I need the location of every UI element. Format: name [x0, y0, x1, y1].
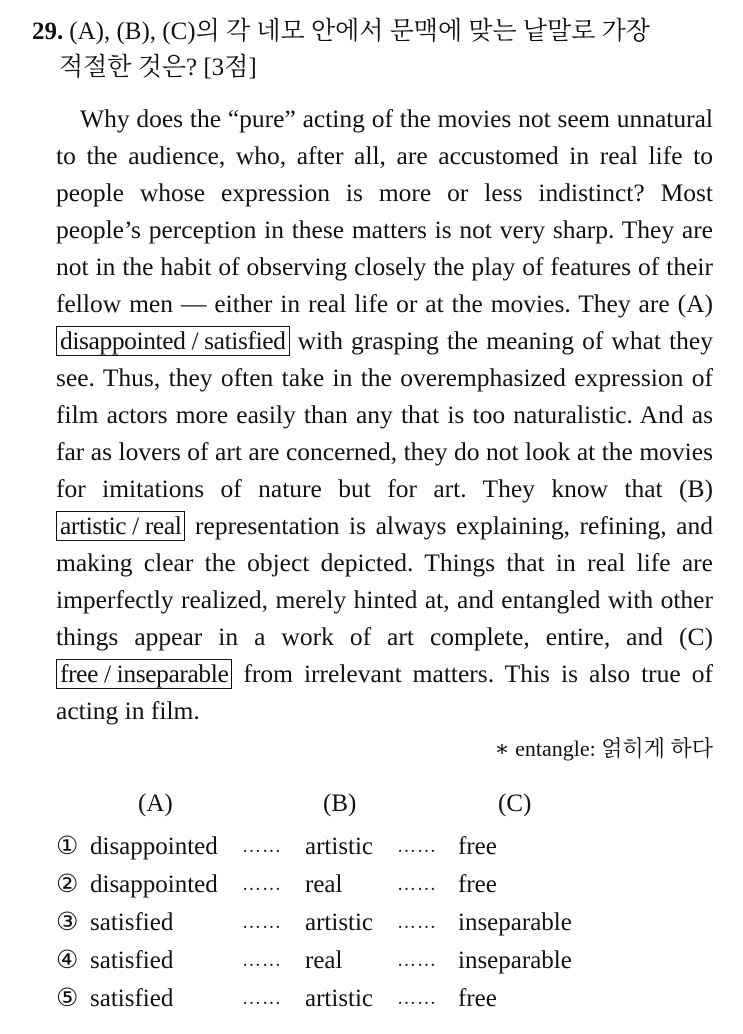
option-number: ③	[56, 909, 79, 936]
vocabulary-footnote: ∗ entangle: 얽히게 하다	[494, 736, 713, 761]
option-value-c: free	[458, 871, 497, 898]
passage-segment-2: with grasping the meaning of what they see. Thus, they often take in the overemphasized expression of film actors more easily than any that is too naturalistic. And as far as lovers of art are concerned, they do not look at the movies for imitations of nature but for art. They know that (B)	[56, 326, 713, 503]
option-value-a: disappointed	[90, 871, 218, 898]
leader-dots: ……	[397, 950, 437, 971]
question-header	[32, 14, 722, 86]
answer-option-2[interactable]	[56, 866, 616, 904]
option-number: ④	[56, 947, 79, 974]
option-value-b: real	[305, 947, 343, 974]
answer-option-4[interactable]	[56, 942, 616, 980]
leader-dots: ……	[242, 874, 282, 895]
question-prompt-line-1: (A), (B), (C)의 각 네모 안에서 문맥에 맞는 낱말로 가장	[69, 18, 650, 45]
leader-dots: ……	[242, 912, 282, 933]
option-value-b: artistic	[305, 985, 374, 1012]
question-number: 29.	[32, 18, 64, 45]
answer-option-1[interactable]	[56, 828, 616, 866]
option-value-a: satisfied	[90, 909, 174, 936]
choice-box-b: artistic / real	[56, 511, 185, 541]
option-number: ②	[56, 871, 79, 898]
option-number: ⑤	[56, 985, 79, 1012]
option-value-a: disappointed	[90, 833, 218, 860]
option-value-c: free	[458, 833, 497, 860]
leader-dots: ……	[397, 988, 437, 1009]
option-value-b: artistic	[305, 833, 374, 860]
reading-passage	[56, 100, 713, 729]
option-value-c: inseparable	[458, 909, 572, 936]
option-value-a: satisfied	[90, 947, 174, 974]
leader-dots: ……	[242, 836, 282, 857]
option-value-c: inseparable	[458, 947, 572, 974]
option-number: ①	[56, 833, 79, 860]
passage-segment-1: Why does the “pure” acting of the movies not seem unnatural to the audience, who, after all, are accustomed in real life to people whose expression is more or less indistinct? Most people’s perception in these matters is not very sharp. They are not in the habit of observing closely the play of features of their fellow men — either in real life or at the movies. They are (A)	[56, 104, 713, 318]
option-value-b: real	[305, 871, 343, 898]
passage-segment-3: representation is always explaining, refining, and making clear the object depicted. Things that in real life are imperfectly realized, merely hinted at, and entangled with other things appear in a work of art complete, entire, and (C)	[56, 511, 713, 651]
leader-dots: ……	[242, 950, 282, 971]
question-line-1	[32, 14, 722, 50]
option-value-a: satisfied	[90, 985, 174, 1012]
leader-dots: ……	[397, 912, 437, 933]
choice-column-headers	[56, 790, 616, 828]
column-header-c: (C)	[498, 790, 532, 817]
choice-box-c: free / inseparable	[56, 659, 232, 689]
passage-segment-4: from irrelevant matters. This is also true of acting in film.	[56, 659, 713, 725]
answer-choices	[56, 790, 616, 1018]
passage-paragraph	[56, 100, 713, 729]
choice-box-a: disappointed / satisfied	[56, 326, 290, 356]
question-prompt-line-2: 적절한 것은? [3점]	[59, 54, 257, 81]
answer-option-5[interactable]	[56, 980, 616, 1018]
column-header-a: (A)	[138, 790, 173, 817]
option-value-b: artistic	[305, 909, 374, 936]
option-value-c: free	[458, 985, 497, 1012]
column-header-b: (B)	[323, 790, 357, 817]
leader-dots: ……	[397, 836, 437, 857]
leader-dots: ……	[397, 874, 437, 895]
leader-dots: ……	[242, 988, 282, 1009]
answer-option-3[interactable]	[56, 904, 616, 942]
